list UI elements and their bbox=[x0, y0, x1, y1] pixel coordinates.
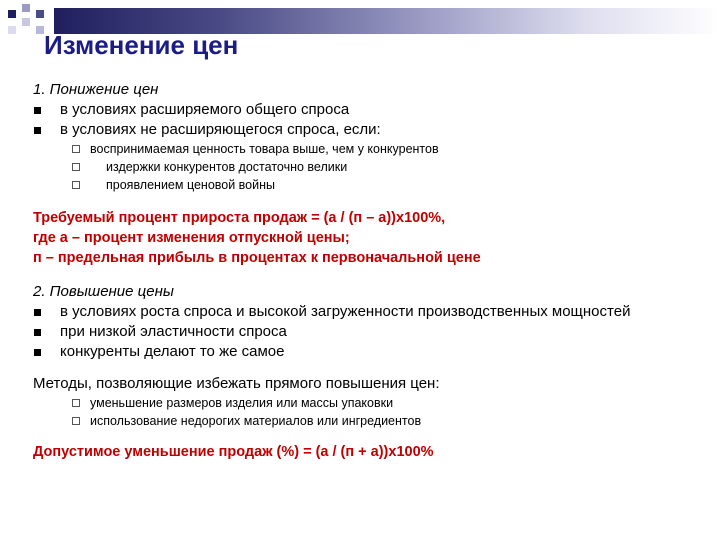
bullet: при низкой эластичности спроса bbox=[33, 322, 713, 342]
sub-bullet: уменьшение размеров изделия или массы упаковки bbox=[33, 394, 713, 412]
formula-line: где а – процент изменения отпускной цены; bbox=[33, 230, 350, 246]
slide-content bbox=[33, 80, 713, 462]
section1-heading: 1. Понижение цен bbox=[33, 81, 159, 98]
decor-square bbox=[36, 26, 44, 34]
decor-square bbox=[8, 26, 16, 34]
formula-line: Допустимое уменьшение продаж (%) = (а / (п + а))х100% bbox=[33, 444, 434, 460]
formula-line: п – предельная прибыль в процентах к первоначальной цене bbox=[33, 250, 481, 266]
bullet: в условиях роста спроса и высокой загруженности производственных мощностей bbox=[33, 302, 713, 322]
bullet: в условиях не расширяющегося спроса, если: bbox=[33, 120, 713, 140]
decor-square bbox=[22, 18, 30, 26]
sub-bullet: издержки конкурентов достаточно велики bbox=[33, 158, 713, 176]
sub-bullet: воспринимаемая ценность товара выше, чем у конкурентов bbox=[33, 140, 713, 158]
sub-bullet: использование недорогих материалов или ингредиентов bbox=[33, 412, 713, 430]
decor-square bbox=[36, 10, 44, 18]
slide-title: Изменение цен bbox=[44, 30, 239, 60]
decor-square bbox=[8, 10, 16, 18]
section2-heading: 2. Повышение цены bbox=[33, 283, 174, 300]
formula-line: Требуемый процент прироста продаж = (a / (п – a))х100%, bbox=[33, 210, 446, 226]
decor-square bbox=[22, 4, 30, 12]
methods-intro: Методы, позволяющие избежать прямого повышения цен: bbox=[33, 375, 440, 392]
bullet: конкуренты делают то же самое bbox=[33, 342, 713, 362]
sub-bullet: проявлением ценовой войны bbox=[33, 176, 713, 194]
bullet: в условиях расширяемого общего спроса bbox=[33, 100, 713, 120]
